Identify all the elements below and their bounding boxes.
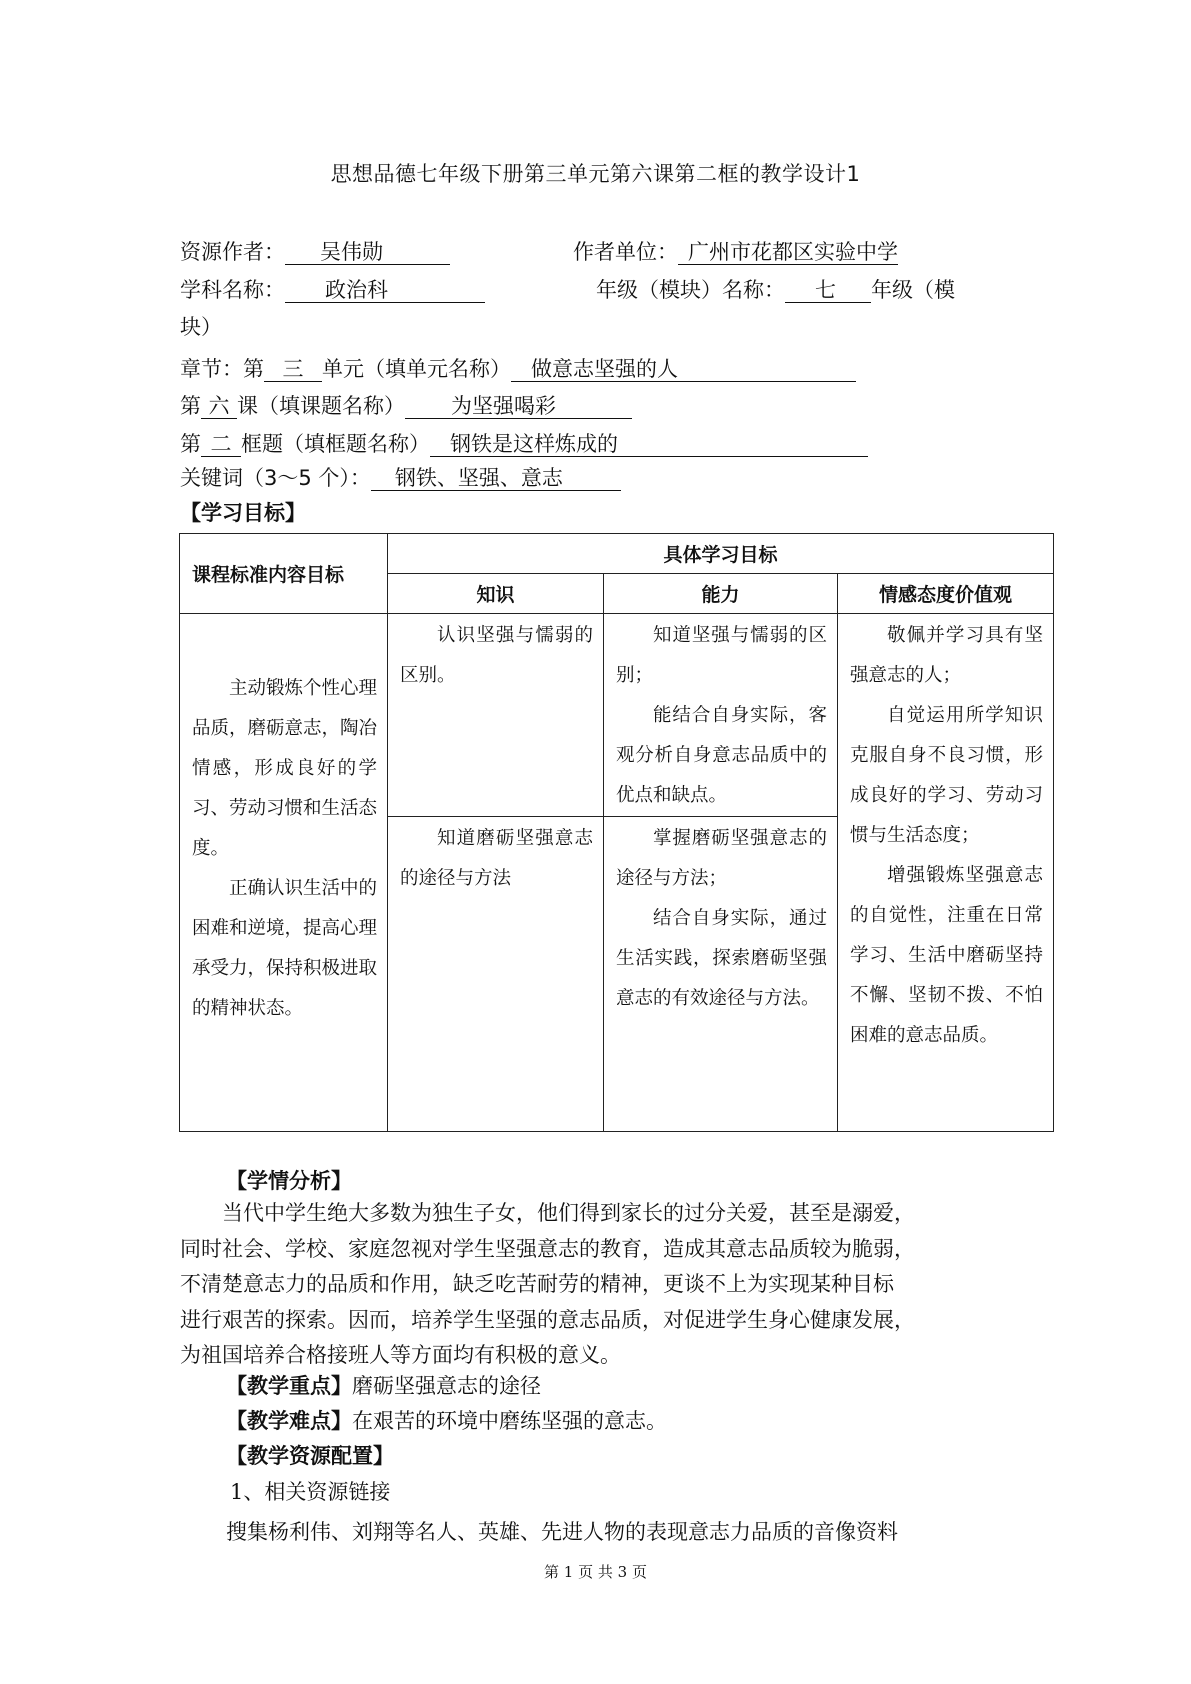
- chapter-hint: 单元（填单元名称）: [322, 357, 511, 381]
- focus-value: 磨砺坚强意志的途径: [352, 1374, 541, 1398]
- knowledge-text-1: 认识坚强与懦弱的区别。: [400, 625, 593, 686]
- subject-label: 学科名称：: [180, 278, 285, 302]
- header-emotion: 情感态度价值观: [838, 574, 1054, 614]
- page-footer: 第 1 页 共 3 页: [544, 1563, 647, 1581]
- resources-item-1: 1、相关资源链接: [230, 1480, 391, 1504]
- knowledge-text-2: 知道磨砺坚强意志的途径与方法: [400, 828, 593, 889]
- author-value: 吴伟勋: [285, 240, 450, 265]
- difficulty-line: [226, 1405, 667, 1435]
- analysis-line-3: 不清楚意志力的品质和作用，缺乏吃苦耐劳的精神，更谈不上为实现某种目标: [180, 1272, 894, 1296]
- knowledge-cell-2: [388, 817, 604, 1132]
- lesson-prefix: 第: [180, 394, 201, 418]
- grade-label: 年级（模块）名称：: [596, 278, 785, 302]
- keywords-value: 钢铁、坚强、意志: [371, 466, 621, 491]
- chapter-line: [180, 353, 856, 383]
- header-knowledge: 知识: [388, 574, 604, 614]
- standard-text-1: 主动锻炼个性心理品质，磨砺意志，陶冶情感，形成良好的学习、劳动习惯和生活态度。: [192, 678, 378, 859]
- resources-heading: 【教学资源配置】: [226, 1444, 394, 1468]
- author-label: 资源作者：: [180, 240, 285, 264]
- chapter-name: 做意志坚强的人: [511, 357, 856, 382]
- header-specific: 具体学习目标: [388, 534, 1054, 574]
- analysis-line-2: 同时社会、学校、家庭忽视对学生坚强意志的教育，造成其意志品质较为脆弱，: [180, 1236, 915, 1261]
- difficulty-value: 在艰苦的环境中磨练坚强的意志。: [352, 1409, 667, 1433]
- grade-suffix-line: 块）: [180, 315, 222, 339]
- analysis-paragraph: [180, 1196, 1020, 1374]
- knowledge-cell-1: [388, 614, 604, 817]
- unit-line: [573, 236, 898, 266]
- subject-line: [180, 274, 485, 304]
- frame-number: 二: [201, 432, 241, 457]
- emotion-cell: [838, 614, 1054, 1132]
- lesson-number: 六: [201, 394, 237, 419]
- frame-name: 钢铁是这样炼成的: [430, 432, 868, 457]
- resources-text: 搜集杨利伟、刘翔等名人、英雄、先进人物的表现意志力品质的音像资料: [226, 1520, 898, 1544]
- document-title: 思想品德七年级下册第三单元第六课第二框的教学设计1: [330, 162, 861, 186]
- learning-goals-table: [179, 533, 1054, 1132]
- analysis-line-1: 当代中学生绝大多数为独生子女，他们得到家长的过分关爱，甚至是溺爱，: [222, 1201, 915, 1225]
- frame-hint: 框题（填框题名称）: [241, 432, 430, 456]
- grade-suffix: 年级（模: [871, 278, 955, 302]
- frame-prefix: 第: [180, 432, 201, 456]
- ability-cell-2: [604, 817, 838, 1132]
- analysis-line-4: 进行艰苦的探索。因而，培养学生坚强的意志品质，对促进学生身心健康发展，: [180, 1307, 915, 1332]
- focus-label: 【教学重点】: [226, 1374, 352, 1398]
- standard-cell: [180, 614, 388, 1132]
- emotion-text-1: 敬佩并学习具有坚强意志的人；: [850, 625, 1044, 686]
- emotion-text-2: 自觉运用所学知识克服自身不良习惯，形成良好的学习、劳动习惯与生活态度；: [850, 705, 1044, 846]
- analysis-heading: 【学情分析】: [226, 1169, 352, 1193]
- ability-text-1: 知道坚强与懦弱的区别；: [616, 625, 827, 686]
- header-standard: 课程标准内容目标: [180, 534, 388, 614]
- chapter-number: 三: [264, 357, 322, 382]
- grade-line: [596, 274, 955, 304]
- grade-value: 七: [785, 278, 871, 303]
- frame-line: [180, 428, 868, 458]
- analysis-line-5: 为祖国培养合格接班人等方面均有积极的意义。: [180, 1343, 621, 1367]
- ability-cell-1: [604, 614, 838, 817]
- unit-label: 作者单位：: [573, 240, 678, 264]
- lesson-line: [180, 390, 632, 420]
- lesson-hint: 课（填课题名称）: [237, 394, 405, 418]
- difficulty-label: 【教学难点】: [226, 1409, 352, 1433]
- ability-text-4: 结合自身实际，通过生活实践，探索磨砺坚强意志的有效途径与方法。: [616, 908, 827, 1009]
- focus-line: [226, 1370, 541, 1400]
- keywords-line: [180, 462, 621, 492]
- unit-value: 广州市花都区实验中学: [678, 240, 898, 265]
- emotion-text-3: 增强锻炼坚强意志的自觉性，注重在日常学习、生活中磨砺坚持不懈、坚韧不拨、不怕困难的意志品质。: [850, 865, 1044, 1046]
- standard-text-2: 正确认识生活中的困难和逆境，提高心理承受力，保持积极进取的精神状态。: [192, 878, 378, 1019]
- keywords-label: 关键词（3～5 个）：: [180, 466, 371, 490]
- author-line: [180, 236, 450, 266]
- ability-text-3: 掌握磨砺坚强意志的途径与方法；: [616, 828, 827, 889]
- chapter-prefix: 章节：第: [180, 357, 264, 381]
- header-ability: 能力: [604, 574, 838, 614]
- subject-value: 政治科: [285, 278, 485, 303]
- lesson-name: 为坚强喝彩: [405, 394, 632, 419]
- goals-heading: 【学习目标】: [180, 501, 306, 525]
- ability-text-2: 能结合自身实际，客观分析自身意志品质中的优点和缺点。: [616, 705, 827, 806]
